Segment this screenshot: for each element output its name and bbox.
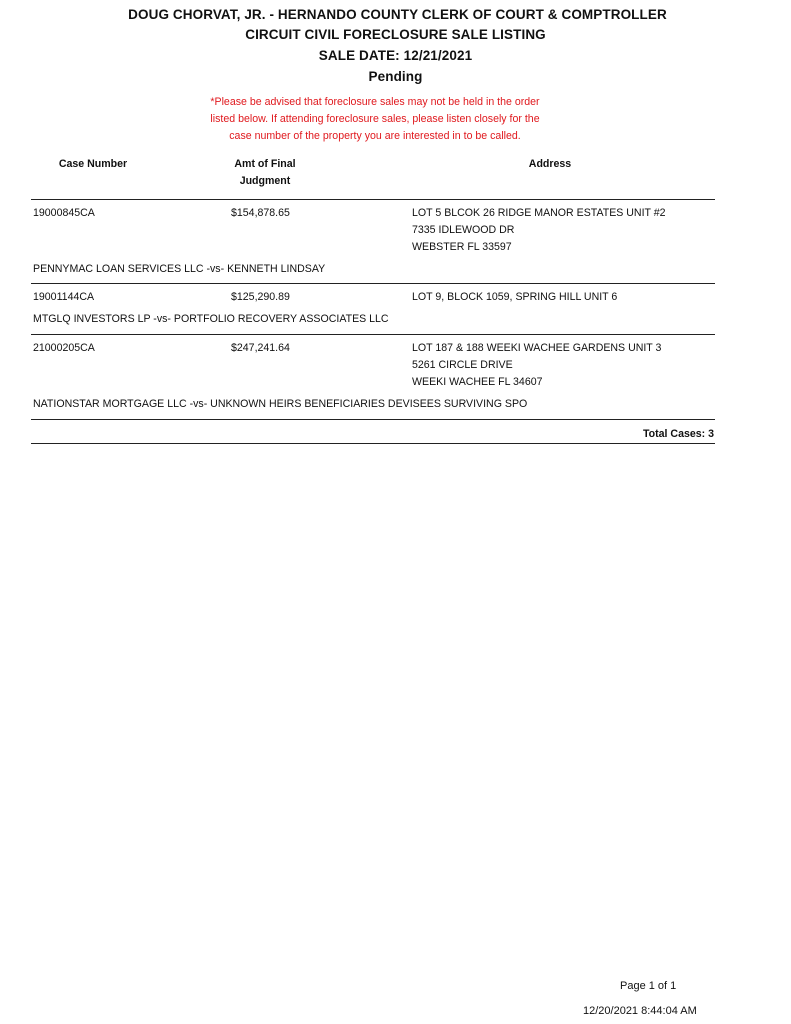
address-line: 5261 CIRCLE DRIVE	[412, 359, 513, 371]
property-address	[412, 340, 661, 391]
clerk-title: DOUG CHORVAT, JR. - HERNANDO COUNTY CLERK OF COURT & COMPTROLLER	[128, 7, 667, 22]
page-number: Page 1 of 1	[620, 980, 677, 992]
column-header-address: Address	[528, 158, 572, 170]
case-parties: MTGLQ INVESTORS LP -vs- PORTFOLIO RECOVERY ASSOCIATES LLC	[33, 313, 389, 325]
property-address	[412, 289, 617, 306]
address-line: LOT 9, BLOCK 1059, SPRING HILL UNIT 6	[412, 291, 618, 303]
case-number: 19001144CA	[33, 291, 95, 303]
address-line: LOT 5 BLCOK 26 RIDGE MANOR ESTATES UNIT #2	[412, 207, 666, 219]
case-number: 21000205CA	[33, 342, 95, 354]
status-label: Pending	[368, 69, 423, 84]
case-parties: NATIONSTAR MORTGAGE LLC -vs- UNKNOWN HEIRS BENEFICIARIES DEVISEES SURVIVING SPO	[33, 398, 528, 410]
total-divider	[31, 443, 715, 444]
column-header-amount-line1: Amt of Final	[234, 158, 296, 170]
property-address	[412, 205, 666, 256]
row-divider	[31, 283, 715, 284]
row-divider	[31, 334, 715, 335]
case-number: 19000845CA	[33, 207, 95, 219]
address-line: LOT 187 & 188 WEEKI WACHEE GARDENS UNIT 3	[412, 342, 662, 354]
judgment-amount: $125,290.89	[231, 291, 290, 303]
judgment-amount: $154,878.65	[231, 207, 290, 219]
column-header-case-number: Case Number	[58, 158, 128, 170]
total-cases: Total Cases: 3	[642, 428, 714, 440]
column-header-amount	[205, 156, 325, 190]
column-header-amount-line2: Judgment	[239, 175, 291, 187]
row-divider	[31, 419, 715, 420]
case-parties: PENNYMAC LOAN SERVICES LLC -vs- KENNETH LINDSAY	[33, 263, 326, 275]
print-timestamp: 12/20/2021 8:44:04 AM	[583, 1005, 697, 1017]
address-line: WEBSTER FL 33597	[412, 241, 512, 253]
address-line: 7335 IDLEWOOD DR	[412, 224, 515, 236]
header-divider	[31, 199, 715, 200]
listing-title: CIRCUIT CIVIL FORECLOSURE SALE LISTING	[245, 27, 546, 42]
notice-line: case number of the property you are interested in to be called.	[229, 130, 521, 142]
judgment-amount: $247,241.64	[231, 342, 290, 354]
address-line: WEEKI WACHEE FL 34607	[412, 376, 543, 388]
notice-line: listed below. If attending foreclosure sales, please listen closely for the	[210, 113, 540, 125]
advisory-notice	[150, 94, 600, 145]
sale-date: SALE DATE: 12/21/2021	[318, 48, 473, 63]
notice-line: *Please be advised that foreclosure sales may not be held in the order	[210, 96, 540, 108]
